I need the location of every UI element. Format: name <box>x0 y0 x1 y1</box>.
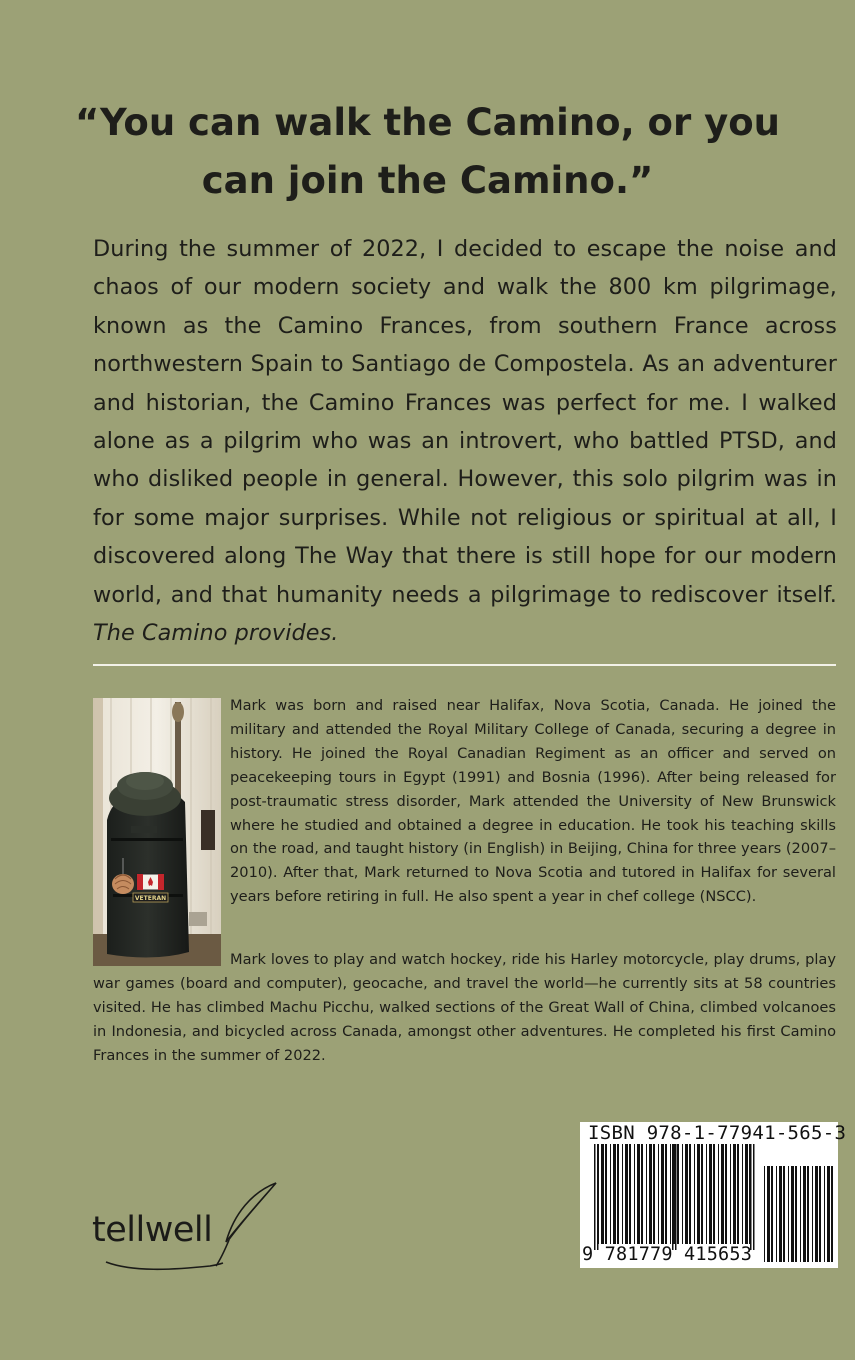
barcode-bar <box>742 1144 743 1244</box>
barcode-bar <box>718 1144 719 1244</box>
barcode-bar <box>641 1144 643 1244</box>
barcode-bar <box>721 1144 724 1244</box>
cover-quote <box>60 94 795 210</box>
barcode-bar <box>764 1166 765 1262</box>
barcode-bar <box>725 1144 727 1244</box>
isbn-barcode <box>580 1122 847 1268</box>
barcode-bar <box>637 1144 640 1244</box>
barcode-bar <box>649 1144 652 1244</box>
bio-paragraph-2-rest: drums, play war games (board and computer), geocache, and travel the world—he currently sits at 58 countries visited. He has climbed Machu Picchu, walked sections of the Great Wall of China, climbed volcanoes in Indonesia, and bicycled across Canada, amongst other adventures. He completed his first Camino Frances in the summer of 2022. <box>93 951 836 1064</box>
barcode-guard-bar <box>675 1144 677 1250</box>
barcode-guard-bar <box>594 1144 596 1250</box>
barcode-bar <box>783 1166 785 1262</box>
barcode-guard-bar <box>597 1144 599 1250</box>
quill-pen-icon <box>92 1180 282 1275</box>
barcode-bar <box>788 1166 789 1262</box>
barcode-bar <box>831 1166 833 1262</box>
book-blurb <box>93 230 837 652</box>
barcode-bar <box>694 1144 695 1244</box>
author-bio-paragraph-2 <box>93 948 836 1068</box>
barcode-bar <box>697 1144 700 1244</box>
barcode-bar <box>767 1166 770 1262</box>
barcode-bar <box>745 1144 748 1244</box>
barcode-bar <box>730 1144 731 1244</box>
barcode-bar <box>791 1166 794 1262</box>
barcode-bar <box>795 1166 797 1262</box>
author-photo <box>93 698 221 966</box>
barcode-bar <box>706 1144 707 1244</box>
barcode-guard-bar <box>753 1144 755 1250</box>
barcode-bar <box>653 1144 655 1244</box>
blurb-text: During the summer of 2022, I decided to escape the noise and chaos of our modern society and walk the 800 km pilgrimage, known as the Camino Frances, from southern France across northwestern Spain to Santiago de Compostela. As an adventurer and historian, the Camino Frances was perfect for me. I walked alone as a pilgrim who was an introvert, who battled PTSD, and who disliked people in general. However, this solo pilgrim was in for some major surprises. While not religious or spiritual at all, I discovered along The Way that there is still hope for our modern world, and that humanity needs a pilgrimage to rediscover itself. <box>93 236 837 608</box>
barcode-bar <box>701 1144 703 1244</box>
publisher-logo <box>92 1180 282 1275</box>
backpack-photo-image <box>93 698 221 966</box>
barcode-bar <box>733 1144 736 1244</box>
barcode-bar <box>779 1166 782 1262</box>
barcode-bar <box>824 1166 825 1262</box>
barcode-bar <box>713 1144 715 1244</box>
barcode-bar <box>812 1166 813 1262</box>
blurb-emphasis: The Camino provides. <box>93 620 339 647</box>
barcode-bar <box>622 1144 623 1244</box>
barcode-bar <box>617 1144 619 1244</box>
barcode-bar <box>800 1166 801 1262</box>
barcode-bar <box>737 1144 739 1244</box>
barcode-bar <box>807 1166 809 1262</box>
barcode-bar <box>689 1144 691 1244</box>
barcode-bar <box>629 1144 631 1244</box>
barcode-bar <box>634 1144 635 1244</box>
barcode-bar <box>682 1144 683 1244</box>
barcode-bar <box>677 1144 679 1244</box>
barcode-bar <box>610 1144 611 1244</box>
barcode-bar <box>613 1144 616 1244</box>
barcode-bar <box>776 1166 777 1262</box>
section-divider <box>93 664 836 666</box>
barcode-bar <box>646 1144 647 1244</box>
publisher-name: tellwell <box>92 1210 213 1250</box>
barcode-bar <box>670 1144 671 1244</box>
bio-paragraph-2-lead: Mark loves to play and watch hockey, ride his Harley motorcycle, play <box>230 951 745 968</box>
barcode-bar <box>661 1144 664 1244</box>
barcode-bar <box>771 1166 773 1262</box>
quote-line-2: can join the Camino.” <box>201 159 654 202</box>
author-bio-paragraph-1: Mark was born and raised near Halifax, Nova Scotia, Canada. He joined the military and attended the Royal Military College of Canada, securing a degree in history. He joined the Royal Canadian Regiment as an officer and served on peacekeeping tours in Egypt (1991) and Bosnia (1996). After being released for post-traumatic stress disorder, Mark attended the University of New Brunswick where he studied and obtained a degree in education. He took his teaching skills on the road, and taught history (in English) in Beijing, China for three years (2007–2010). After that, Mark returned to Nova Scotia and tutored in Halifax for several years before retiring in full. He also spent a year in chef college (NSCC). <box>230 697 836 906</box>
barcode-bar <box>685 1144 688 1244</box>
barcode-bar <box>605 1144 607 1244</box>
barcode-bar <box>709 1144 712 1244</box>
barcode-bar <box>815 1166 818 1262</box>
barcode-guard-bar <box>672 1144 674 1250</box>
barcode-bar <box>658 1144 659 1244</box>
barcode-bar <box>827 1166 830 1262</box>
barcode-guard-bar <box>750 1144 752 1250</box>
barcode-bar <box>803 1166 806 1262</box>
barcode-digits: 9 781779 415653 <box>582 1244 753 1265</box>
quote-line-1: “You can walk the Camino, or you <box>75 101 780 144</box>
isbn-label: ISBN 978-1-77941-565-3 <box>588 1122 847 1144</box>
barcode-bar <box>625 1144 628 1244</box>
barcode-bar <box>601 1144 604 1244</box>
patch-text: VETERAN <box>134 895 167 902</box>
barcode-bar <box>665 1144 667 1244</box>
barcode-bar <box>819 1166 821 1262</box>
